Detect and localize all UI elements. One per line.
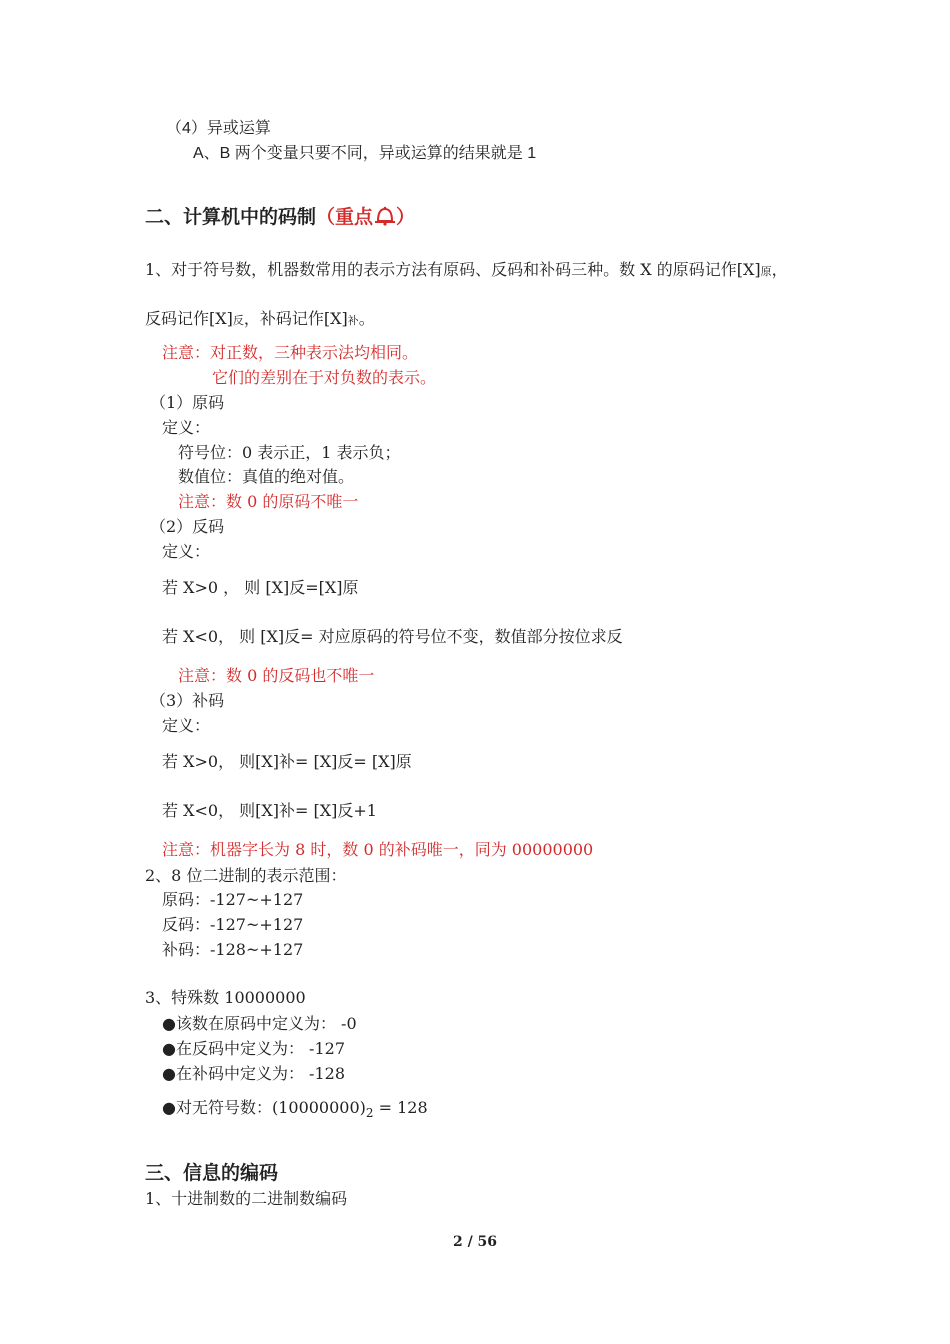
buma-positive-rule: 若 X>0， 则[X]补= [X]反= [X]原: [162, 752, 412, 771]
buma-negative-rule: 若 X<0， 则[X]补= [X]反+1: [162, 801, 377, 820]
special-item-buma: ●在补码中定义为： -128: [162, 1064, 345, 1083]
subscript-fan: 反: [232, 314, 244, 327]
emphasis-close: ）: [396, 206, 416, 228]
fanma-title: （2）反码: [150, 517, 225, 536]
yuanma-value-bits: 数值位：真值的绝对值。: [178, 467, 355, 486]
range-yuanma: 原码：-127~+127: [162, 890, 304, 909]
paragraph-2-text-b: ，补码记作[X]: [243, 309, 348, 328]
section-2-heading: [145, 206, 415, 230]
yuanma-note: 注意：数 0 的原码不唯一: [178, 492, 359, 511]
special-number-title: 3、特殊数 10000000: [145, 988, 306, 1007]
fanma-positive-rule: 若 X>0 ， 则 [X]反=[X]原: [162, 578, 359, 597]
buma-title: （3）补码: [150, 691, 225, 710]
yuanma-definition-label: 定义：: [162, 418, 211, 437]
fanma-definition-label: 定义：: [162, 542, 211, 561]
special-item-unsigned: [162, 1098, 428, 1123]
yuanma-title: （1）原码: [150, 393, 225, 412]
unsigned-subscript: 2: [365, 1106, 374, 1120]
fanma-negative-rule: 若 X<0， 则 [X]反= 对应原码的符号位不变，数值部分按位求反: [162, 627, 623, 646]
unsigned-text: ●对无符号数：(10000000): [162, 1098, 366, 1117]
bell-icon: [374, 206, 396, 230]
special-item-fanma: ●在反码中定义为： -127: [162, 1039, 345, 1058]
unsigned-value: = 128: [373, 1098, 428, 1117]
range-fanma: 反码：-127~+127: [162, 915, 304, 934]
paragraph-2-text-a: 反码记作[X]: [145, 309, 233, 328]
note-1-line-1: 注意：对正数，三种表示法均相同。: [162, 343, 419, 362]
range-title: 2、8 位二进制的表示范围：: [145, 866, 347, 885]
section-3-heading: 三、信息的编码: [145, 1162, 279, 1184]
paragraph-1-line-1: [145, 260, 788, 282]
subscript-yuan: 原: [760, 265, 772, 278]
item-4-text: A、B 两个变量只要不同，异或运算的结果就是 1: [193, 145, 537, 162]
page-number: 2 / 56: [452, 1234, 498, 1250]
paragraph-2-text-c: 。: [358, 309, 375, 328]
emphasis-label: （重点: [316, 206, 374, 228]
section-2-title: 二、计算机中的码制: [145, 206, 317, 228]
item-4-title: （4）异或运算: [166, 120, 271, 137]
subscript-bu: 补: [347, 314, 359, 327]
paragraph-1-text-a: 1、对于符号数，机器数常用的表示方法有原码、反码和补码三种。数 X 的原码记作[X]: [145, 260, 761, 279]
special-item-yuanma: ●该数在原码中定义为： -0: [162, 1014, 357, 1033]
paragraph-1-text-b: ，: [771, 260, 788, 279]
fanma-note: 注意：数 0 的反码也不唯一: [178, 666, 375, 685]
paragraph-1-line-2: [145, 309, 375, 331]
buma-note: 注意：机器字长为 8 时，数 0 的补码唯一，同为 00000000: [162, 840, 594, 859]
yuanma-sign-bit: 符号位：0 表示正，1 表示负；: [178, 443, 401, 462]
note-1-line-2: 它们的差别在于对负数的表示。: [212, 368, 437, 387]
section-3-item-1: 1、十进制数的二进制数编码: [145, 1189, 348, 1208]
buma-definition-label: 定义：: [162, 716, 211, 735]
range-buma: 补码：-128~+127: [162, 940, 304, 959]
